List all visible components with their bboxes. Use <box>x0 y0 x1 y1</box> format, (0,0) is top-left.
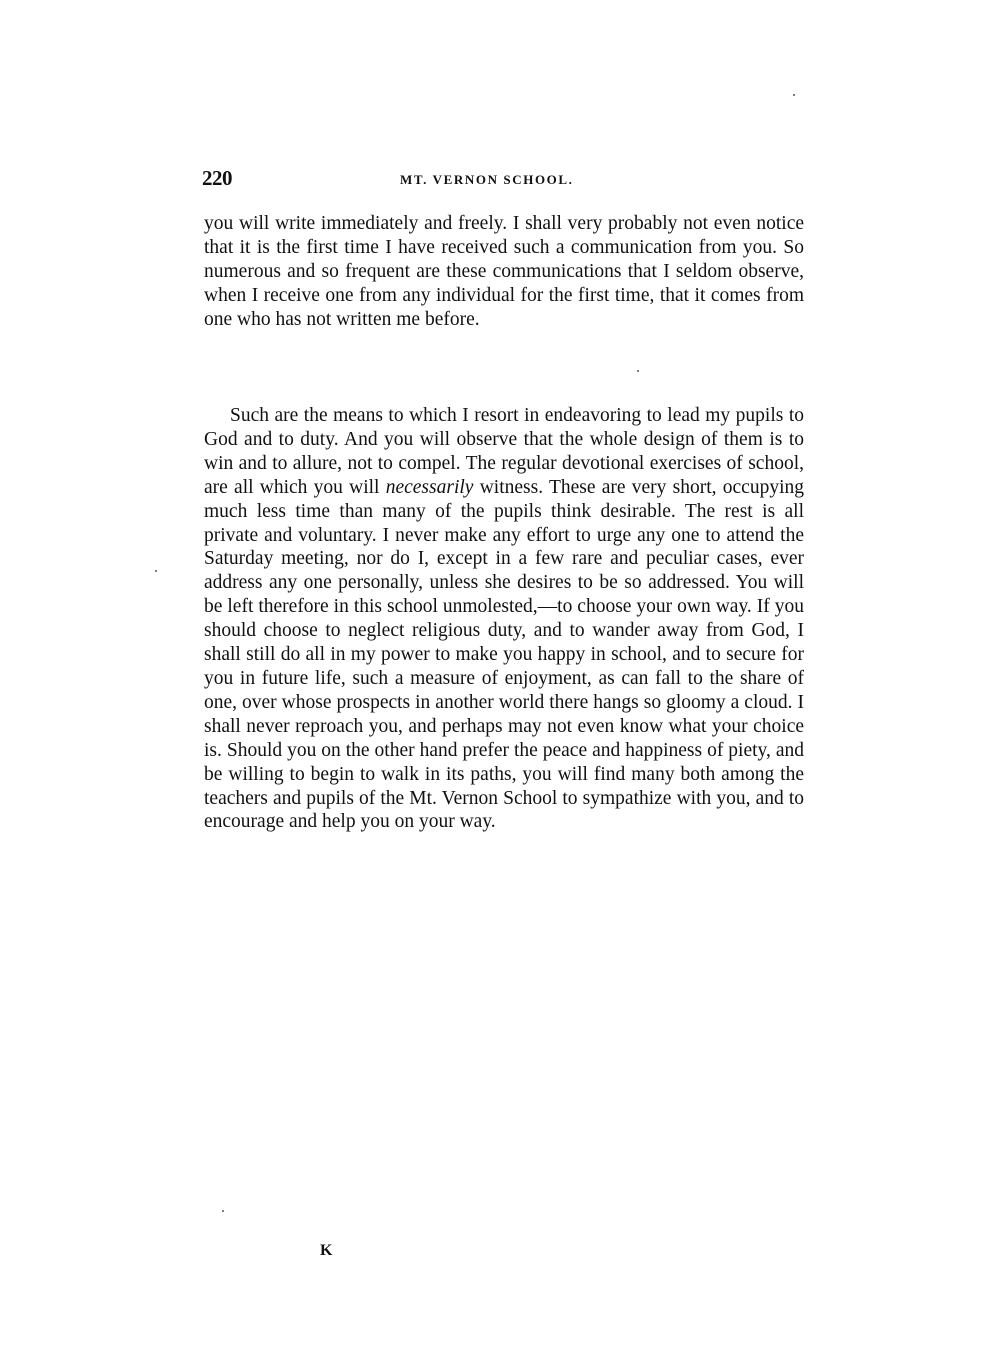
scan-speck <box>155 570 157 572</box>
paragraph-2 <box>204 404 804 834</box>
paragraph-2-text-start: Such are the means to which I resort in endeavoring to lead my pupils to God and to duty. And you will observe that the whole design of them is to win and to allure, not to compel. The regular devotional exercises of school, are all which you will <box>204 405 804 498</box>
paragraph-2-text-end: witness. These are very short, occupying much less time than many of the pupils think desirable. The rest is all private and voluntary. I never make any effort to urge any one to attend the Saturday meeting, nor do I, except in a few rare and peculiar cases, ever address any one personally, unless she desires to be so addressed. You will be left therefore in this school unmolested,—to choose your own way. If you should choose to neglect religious duty, and to wander away from God, I shall still do all in my power to make you happy in school, and to secure for you in future life, such a measure of enjoyment, as can fall to the share of one, over whose prospects in another world there hangs so gloomy a cloud. I shall never reproach you, and perhaps may not even know what your choice is. Should you on the other hand prefer the peace and happiness of piety, and be willing to begin to walk in its paths, you will find many both among the teachers and pupils of the Mt. Vernon School to sympathize with you, and to encourage and help you on your way. <box>204 476 804 833</box>
signature-mark: K <box>320 1242 333 1259</box>
page-number: 220 <box>202 166 232 190</box>
paragraph-1: you will write immediately and freely. I shall very probably not even notice that it is the first time I have received such a communication from you. So numerous and so frequent are these communications that I seldom observe, when I receive one from any individual for the first time, that it comes from one who has not written me before. <box>204 213 804 330</box>
scan-speck <box>793 94 795 96</box>
running-head: MT. VERNON SCHOOL. <box>400 172 574 187</box>
italic-word: necessarily <box>385 476 474 498</box>
scan-speck <box>222 1210 224 1212</box>
scan-speck <box>637 370 639 372</box>
page-header <box>202 166 612 194</box>
